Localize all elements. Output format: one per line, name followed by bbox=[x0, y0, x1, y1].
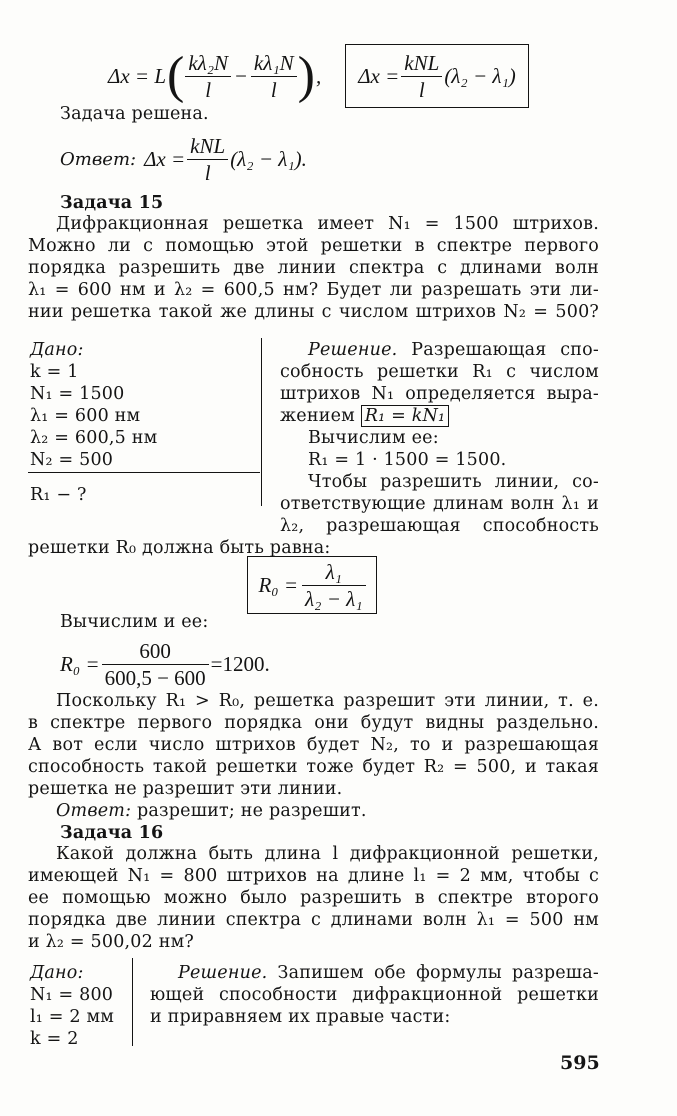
equation-delta-x-derivation bbox=[108, 44, 321, 108]
r0-calc-fraction bbox=[102, 638, 209, 691]
page-number: 595 bbox=[560, 1052, 600, 1074]
conclusion-line: Поскольку R₁ > R₀, решетка разрешит эти линии, т. е. bbox=[56, 691, 599, 711]
task-15-line: Дифракционная решетка имеет N₁ = 1500 штрихов. bbox=[56, 214, 599, 234]
given-divider bbox=[261, 338, 262, 506]
given-item: N₁ = 800 bbox=[30, 985, 114, 1005]
answer-14-num: kNL bbox=[190, 133, 226, 158]
solution-text: Разрешающая спо- bbox=[411, 340, 600, 360]
conclusion-line: в спектре первого порядка они будут видны раздельно. bbox=[28, 713, 599, 733]
eq-lhs: Δx = L bbox=[108, 63, 166, 88]
task-16-statement bbox=[28, 843, 599, 953]
task-15-title: Задача 15 bbox=[60, 193, 164, 213]
solution-label: Решение. bbox=[308, 340, 398, 360]
task-15-statement bbox=[28, 213, 599, 323]
eq-fraction-1 bbox=[185, 50, 231, 103]
r0-formula-lhs: R₀ = bbox=[258, 572, 299, 597]
r0-calc-lhs: R₀ = bbox=[60, 651, 100, 676]
solution-line-first bbox=[280, 339, 599, 361]
given-item: k = 2 bbox=[30, 1029, 79, 1049]
task-15-line: Можно ли с помощью этой решетки в спектре первого bbox=[28, 236, 599, 256]
cont-line: ответствующие длинам волн λ₁ и bbox=[280, 494, 599, 514]
eq-frac1-den: l bbox=[185, 76, 231, 103]
solution-line: штрихов N₁ определяется выра- bbox=[280, 384, 599, 404]
boxed-lhs: Δx = bbox=[358, 63, 400, 88]
answer-14-rhs: (λ₂ − λ₁). bbox=[230, 146, 307, 171]
r0-formula-num: λ₁ bbox=[325, 559, 342, 584]
solution-line-first bbox=[150, 962, 599, 984]
r0-calculation bbox=[60, 636, 270, 692]
answer-14 bbox=[60, 130, 307, 188]
r0-formula-fraction bbox=[302, 559, 365, 612]
r0-calc-num: 600 bbox=[139, 638, 171, 663]
task-15-find: R₁ − ? bbox=[30, 485, 87, 505]
boxed-num: kNL bbox=[404, 50, 440, 75]
task-16-line: имеющей N₁ = 800 штрихов на длине l₁ = 2 мм, чтобы с bbox=[28, 866, 599, 886]
boxed-result-formula bbox=[345, 44, 529, 108]
task-16-line: порядка две линии спектра с длинами волн λ₁ = 500 нм bbox=[28, 910, 599, 930]
r0-formula-box bbox=[247, 556, 377, 614]
answer-15-text: разрешит; не разрешит. bbox=[136, 801, 367, 821]
solution-line: и приравняем их правые части: bbox=[150, 1007, 451, 1027]
given-item: k = 1 bbox=[30, 362, 79, 382]
answer-14-den: l bbox=[187, 159, 228, 186]
given-item: l₁ = 2 мм bbox=[30, 1007, 115, 1027]
given-item: N₁ = 1500 bbox=[30, 384, 125, 404]
task-16-line: Какой должна быть длина l дифракционной решетки, bbox=[56, 844, 599, 864]
solution-line: ющей способности дифракционной решетки bbox=[150, 985, 599, 1005]
eq-frac1-num: kλ₂N bbox=[188, 50, 229, 75]
task-15-conclusion bbox=[28, 690, 599, 822]
given-separator bbox=[28, 472, 260, 473]
task-16-line: и λ₂ = 500,02 нм? bbox=[28, 932, 194, 952]
calc-value: R₁ = 1 · 1500 = 1500. bbox=[308, 450, 507, 470]
given-item: λ₂ = 600,5 нм bbox=[30, 428, 158, 448]
task-15-given bbox=[30, 339, 255, 471]
eq-comma: , bbox=[315, 63, 322, 88]
eq-fraction-2 bbox=[251, 50, 297, 103]
answer-14-lhs: Δx = bbox=[144, 146, 186, 171]
task-16-title: Задача 16 bbox=[60, 823, 164, 843]
solution-text: жением bbox=[280, 406, 355, 426]
eq-frac2-den: l bbox=[251, 76, 297, 103]
r0-formula-den: λ₂ − λ₁ bbox=[302, 585, 365, 612]
boxed-rhs: (λ₂ − λ₁) bbox=[444, 63, 516, 88]
given-label: Дано: bbox=[30, 963, 84, 983]
formula-r1-box: R₁ = kN₁ bbox=[361, 405, 450, 427]
conclusion-line: решетка не разрешит эти линии. bbox=[28, 779, 343, 799]
boxed-den: l bbox=[401, 76, 442, 103]
eq-open-paren: ( bbox=[167, 47, 185, 104]
given-divider bbox=[132, 958, 133, 1046]
answer-15-label: Ответ: bbox=[56, 801, 132, 821]
r0-calc-den: 600,5 − 600 bbox=[102, 664, 209, 691]
given-item: N₂ = 500 bbox=[30, 450, 114, 470]
task-15-line: нии решетка такой же длины с числом штрихов N₂ = 500? bbox=[28, 302, 599, 322]
solution-text: Запишем обе формулы разреша- bbox=[277, 963, 599, 983]
given-item: λ₁ = 600 нм bbox=[30, 406, 141, 426]
task-16-given bbox=[30, 962, 130, 1050]
task-15-line: порядка разрешить две линии спектра с длинами волн bbox=[28, 258, 599, 278]
calc2-label: Вычислим и ее: bbox=[60, 612, 209, 632]
cont-line: Чтобы разрешить линии, со- bbox=[308, 472, 599, 492]
r0-calc-rhs: =1200. bbox=[210, 651, 270, 676]
r0-line: решетки R₀ должна быть равна: bbox=[28, 538, 331, 558]
task-15-solution bbox=[280, 339, 599, 537]
solution-line-with-formula bbox=[280, 405, 599, 427]
solution-label: Решение. bbox=[178, 963, 268, 983]
solution-line: собность решетки R₁ с числом bbox=[280, 362, 599, 382]
answer-14-fraction bbox=[187, 133, 228, 186]
eq-minus: − bbox=[235, 63, 247, 88]
answer-14-label: Ответ: bbox=[60, 148, 137, 170]
conclusion-line: А вот если число штрихов будет N₂, то и разрешающая bbox=[28, 735, 599, 755]
task-16-solution bbox=[150, 962, 599, 1028]
boxed-fraction bbox=[401, 50, 442, 103]
eq-close-paren: ) bbox=[297, 47, 315, 104]
task-16-line: ее помощью можно было разрешить в спектре второго bbox=[28, 888, 599, 908]
eq-frac2-num: kλ₁N bbox=[253, 50, 294, 75]
conclusion-line: способность такой решетки тоже будет R₂ = 500, и такая bbox=[28, 757, 599, 777]
cont-line: λ₂, разрешающая способность bbox=[280, 516, 599, 536]
calc-label: Вычислим ее: bbox=[308, 428, 439, 448]
solved-text: Задача решена. bbox=[60, 104, 209, 124]
task-15-line: λ₁ = 600 нм и λ₂ = 600,5 нм? Будет ли разрешать эти ли- bbox=[28, 280, 599, 300]
answer-15 bbox=[28, 800, 599, 822]
given-label: Дано: bbox=[30, 340, 84, 360]
